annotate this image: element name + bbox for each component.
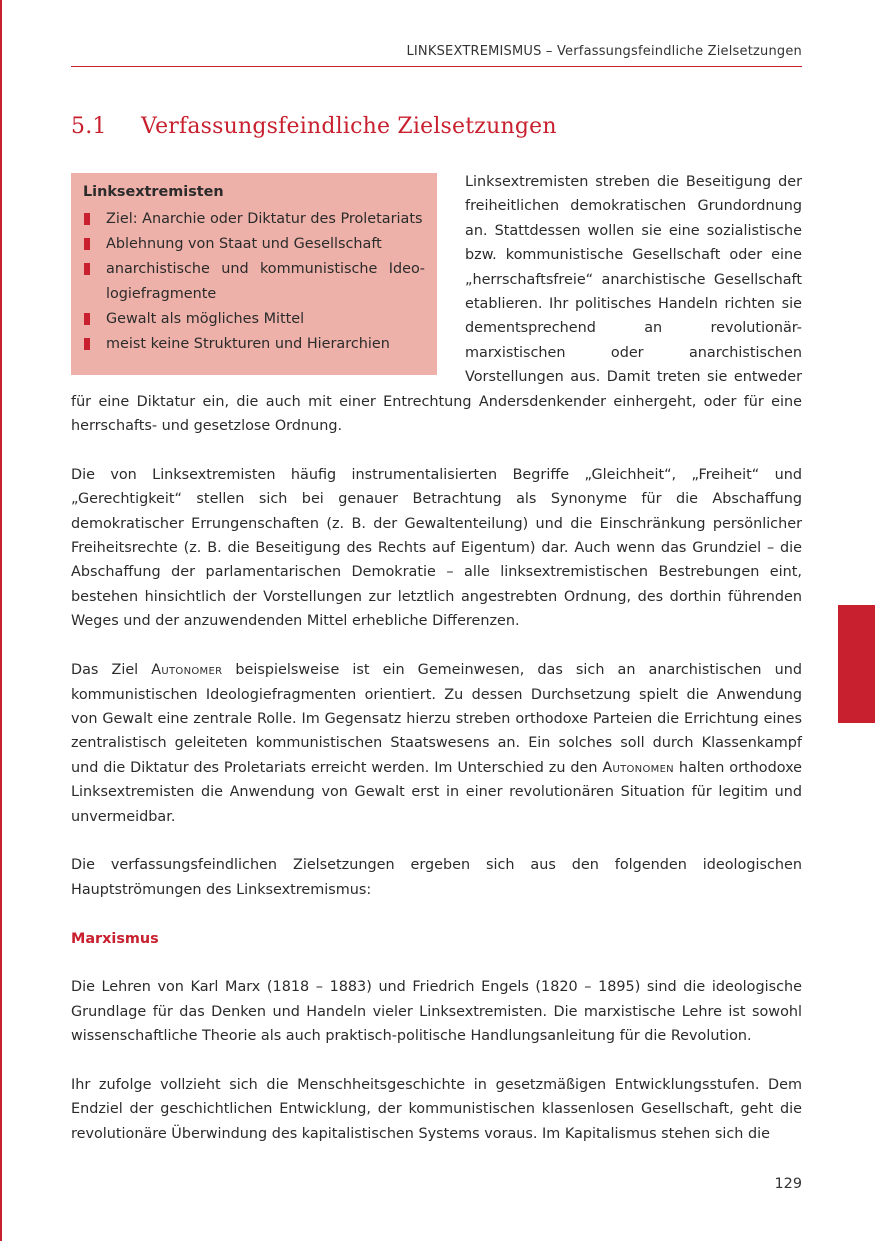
paragraph: Die Lehren von Karl Marx (1818 – 1883) und Friedrich Engels (1820 – 1895) sind die ideologische Grundlage für das Denken und Handeln vieler Linksextremisten. Die marxistische Lehre ist sowohl wissenschaftliche Theorie als auch praktisch-politische Handlungsanleitung für die Revolution. — [71, 979, 802, 1045]
info-box-item-text: anarchistische und kommunistische Ideologiefragmente — [106, 261, 425, 302]
paragraph — [71, 658, 802, 829]
page-number: 129 — [774, 1176, 802, 1192]
bullet-icon — [84, 313, 90, 325]
info-box-item-text: meist keine Strukturen und Hierarchien — [106, 336, 390, 352]
bullet-icon — [84, 238, 90, 250]
bullet-icon — [84, 213, 90, 225]
paragraph-text: Das Ziel — [71, 662, 152, 679]
info-box-item — [83, 332, 425, 357]
section-heading — [71, 114, 557, 139]
info-box-item-text: Ziel: Anarchie oder Diktatur des Proletariats — [106, 211, 423, 227]
info-box-title: Linksextremisten — [83, 184, 224, 200]
info-box-item — [83, 207, 425, 232]
left-edge-bar — [0, 0, 2, 1241]
paragraph-text: beispielsweise ist ein Gemeinwesen, das sich an anarchistischen und kommunistischen Ideologiefragmenten orientiert. Zu dessen Durchsetzung spielt die Anwendung von Gewalt eine zentrale Rolle. Im Gegensatz hierzu streben orthodoxe Parteien die Errichtung eines zentralistisch geleiteten kommunistischen Staatswesens an. Ein solches soll durch Klassenkampf und die Diktatur des Proletariats erreicht werden. Im Unterschied zu den — [71, 662, 802, 776]
chapter-thumb-tab — [838, 605, 875, 723]
paragraph: Die von Linksextremisten häufig instrumentalisierten Begriffe „Gleichheit“, „Freiheit“ und „Gerechtigkeit“ stellen sich bei genauer Betrachtung als Synonyme für die Abschaffung demokratischer Errungenschaften (z. B. der Gewaltenteilung) und die Einschränkung persönlicher Freiheitsrechte (z. B. die Beseitigung des Rechts auf Eigentum) dar. Auch wenn das Grundziel – die Abschaffung der parlamentarischen Demokratie – alle linksextremistischen Bestrebungen eint, bestehen hinsichtlich der Vorstellungen zur letztlich angestrebten Ordnung, des dorthin führenden Weges und der anzuwendenden Mittel erhebliche Differenzen. — [71, 466, 802, 630]
running-header: LINKSEXTREMISMUS – Verfassungsfeindliche Zielsetzungen — [406, 44, 802, 59]
info-box-item-text: Ablehnung von Staat und Gesellschaft — [106, 236, 382, 252]
section-number: 5.1 — [71, 114, 107, 139]
body-text — [71, 170, 802, 1171]
info-box — [71, 173, 437, 375]
bullet-icon — [84, 263, 90, 275]
info-box-list — [83, 207, 425, 357]
paragraph-text: halten orthodoxe Linksextremisten die Anwendung von Gewalt erst in einer revolutionären Situation für legitim und unvermeidbar. — [71, 759, 802, 825]
paragraph: Ihr zufolge vollzieht sich die Menschheitsgeschichte in gesetzmäßigen Entwicklungsstufen. Dem Endziel der geschichtlichen Entwicklung, der kommunistischen klassenlosen Gesellschaft, geht die revolutionäre Überwindung des kapitalistischen Systems voraus. Im Kapitalismus stehen sich die — [71, 1076, 802, 1142]
info-box-item-text: Gewalt als mögliches Mittel — [106, 311, 305, 327]
paragraph: Linksextremisten streben die Beseitigung der freiheitlichen demokratischen Grundordnung an. Stattdessen wollen sie eine sozialistische bzw. kommunistische Gesellschaft oder eine „herrschaftsfreie“ anarchistische Gesellschaft etablieren. Ihr politisches Handeln richten sie dementsprechend an revolutionär-marxistischen oder anarchistischen Vorstellungen aus. Damit treten sie entweder für eine Diktatur ein, die auch mit einer Entrechtung Andersdenkender einhergeht, oder für eine herrschafts- und gesetzlose Ordnung. — [71, 174, 802, 435]
smallcaps-term: Autonomen — [602, 759, 674, 776]
info-box-item — [83, 307, 425, 332]
subheading-marxismus: Marxismus — [71, 930, 159, 947]
smallcaps-term: Autonomer — [151, 662, 223, 679]
bullet-icon — [84, 338, 90, 350]
info-box-item — [83, 257, 425, 307]
header-rule — [71, 66, 802, 67]
section-title: Verfassungsfeindliche Zielsetzungen — [141, 114, 557, 139]
paragraph: Die verfassungsfeindlichen Zielsetzungen ergeben sich aus den folgenden ideologischen Hauptströmungen des Linksextremismus: — [71, 857, 802, 898]
info-box-item — [83, 232, 425, 257]
